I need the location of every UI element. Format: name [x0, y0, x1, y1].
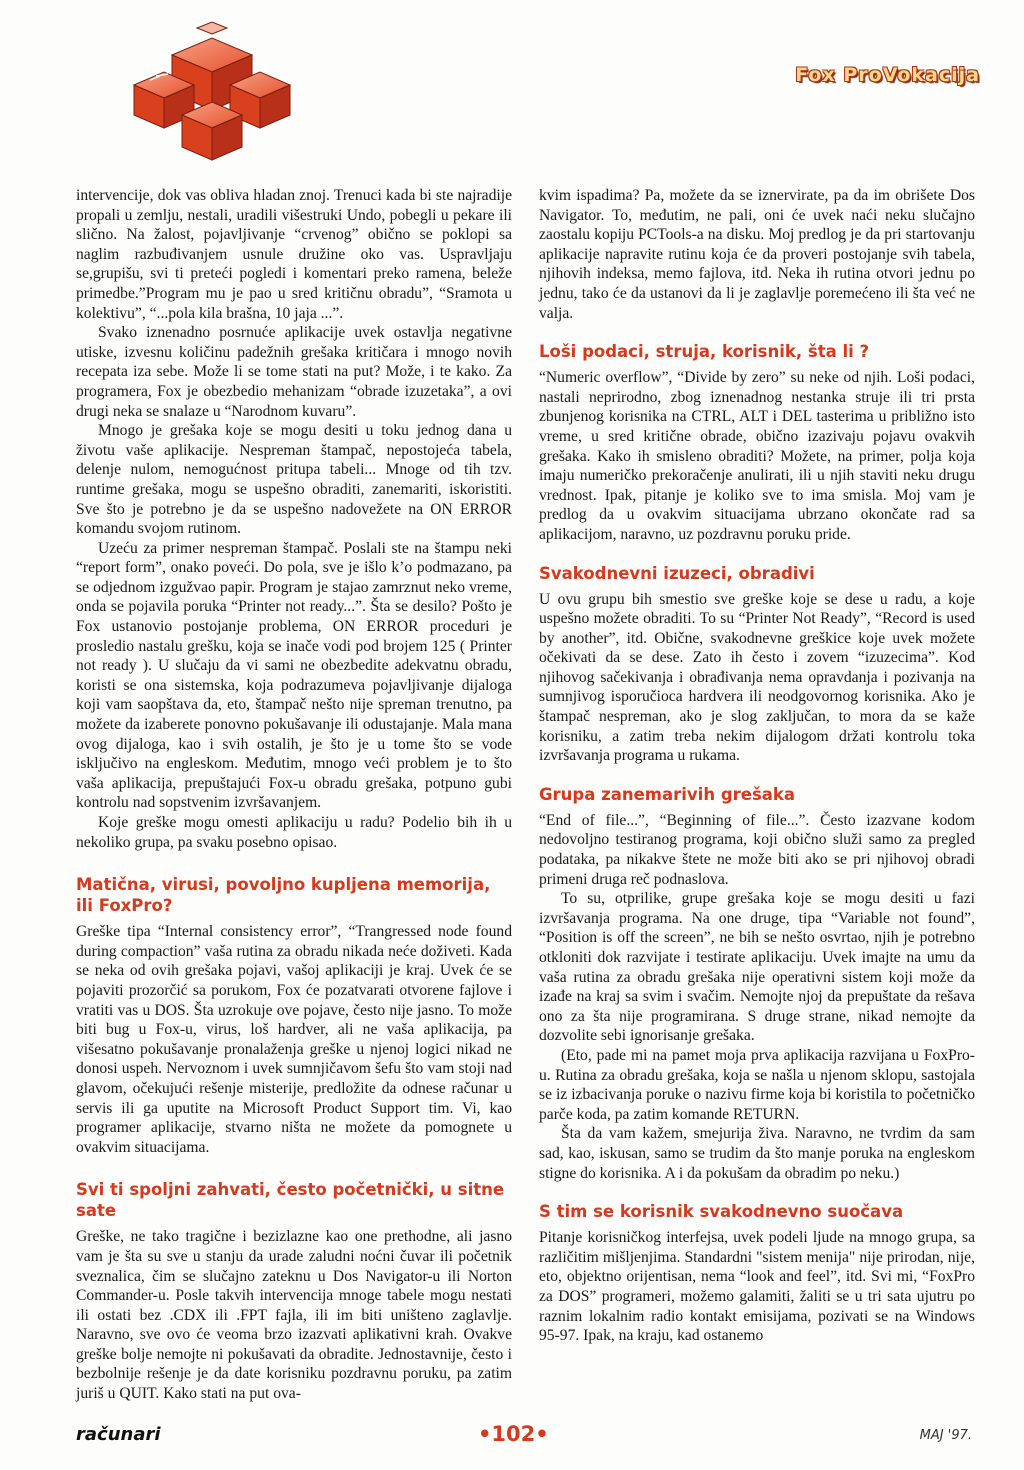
paragraph: To su, otprilike, grupe grešaka koje se mogu desiti u fazi izvršavanja programa. Na one druge, tipa “Variable not found”, “Position is off the screen”, ne bih se nešto osvrtao, njih je potrebno otkloniti dok razvijate i testirate aplikaciju. Uvek imajte na umu da vaša rutina za obradu grešaka nije operativni sistem koji može da izađe na kraj sa svim i svačim. Nemojte njoj da prepuštate da rešava ono za šta nije programirana. S druge strane, nikad nemojte da dozvolite sebi ignorisanje grešaka.: [539, 890, 975, 1045]
paragraph: Greške, ne tako tragične i bezizlazne kao one prethodne, ali jasno vam je šta su sve u stanju da urade zaludni noćni čuvar ili početnik sveznalica, čim se slučajno zateknu u Dos Navigator-u ili Norton Commander-u. Posle takvih intervencija mnoge tabele mogu nestati ili ostati bez .CDX ili .FPT fajla, ili im biti uništeno zaglavlje. Naravno, sve ovo će veoma brzo izazvati aplikativni krah. Ovakve greške bolje nemojte ni pokušavati da obradite. Jednostavnije, često i bezbolnije rešenje je da date korisniku pozdravnu poruku, pa zatim juriš u QUIT. Kako stati na put ova-: [76, 1228, 512, 1403]
paragraph: Mnogo je grešaka koje se mogu desiti u toku jednog dana u životu vaše aplikacije. Nespreman štampač, nepostojeća tabela, delenje nulom, nemogućnost pritupa tabeli... Mnoge od tih tzv. runtime grešaka, mogu se uspešno obraditi, zanemariti, iskoristiti. Sve što je potrebno je da se uspešno nadovežete na ON ERROR komandu svojom rutinom.: [76, 422, 512, 538]
section-heading: Grupa zanemarivih grešaka: [539, 784, 796, 804]
paragraph: Uzeću za primer nespreman štampač. Poslali ste na štampu neki “report form”, onako poveći. Do pola, sve je išlo k’o podmazano, pa se odjednom izgužvao papir. Program je stajao zamrznut neko vreme, onda se pojavila poruka “Printer not ready...”. Šta se desilo? Pošto je Fox ustanovio postojanje problema, ON ERROR proceduri je prosledio nastalu grešku, koja se inače vodi pod brojem 125 ( Printer not ready ). U slučaju da vi sami ne obezbedite adekvatnu obradu, koristi se ona sistemska, koja podrazumeva pojavljivanje dijaloga koji vam saopštava da, eto, štampač nešto nije spreman trenutno, pa možete da izaberete ponovno pokušavanje ili odustajanje. Mala mana ovog dijaloga, kao i svih ostalih, je što je u tome što se vode isključivo na engleskom. Međutim, mnogo veći problem je to što vaša aplikacija, prepuštajući Fox-u obradu grešaka, potpuno gubi kontrolu nad sopstvenim izvršavanjem.: [76, 539, 512, 812]
paragraph: Šta da vam kažem, smejurija živa. Naravno, ne tvrdim da sam sad, kao, iskusan, samo se trudim da što manje poruka na engleskom stigne do korisnika. A i da pokušam da obradim po neku.): [539, 1125, 975, 1182]
page-number: •102•: [478, 1422, 549, 1446]
section-tag: Fox ProVokacija: [795, 64, 980, 86]
paragraph: “End of file...”, “Beginning of file...”. Često izazvane kodom nedovoljno testiranog programa, koji obično služi samo za pregled podataka, pa nikakve štete ne može biti ako se pri njihovoj obradi primeni druga reč podnaslova.: [539, 811, 975, 888]
paragraph: “Numeric overflow”, “Divide by zero” su neke od njih. Loši podaci, nastali neprirodno, zbog iznenadnog nestanka struje ili tri prsta zbunjenog korisnika na CTRL, ALT i DEL tasterima u približno isto vreme, u sred kritične obrade, obično izazivaju pojavu ovakvih grešaka. Kako ih smisleno obraditi? Možete, na primer, polja koja imaju numeričko prekoračenje anulirati, ili u njih staviti neku drugu vrednost. Ipak, pitanje je koliko sve to ima smisla. Moj vam je predlog da u ovakvim situacijama ubrzano okončate rad sa aplikacijom, naravno, uz pozdravnu poruku pride.: [539, 369, 975, 543]
cube-stack-logo-icon: [112, 10, 312, 170]
paragraph: Pitanje korisničkog interfejsa, uvek podeli ljude na mnogo grupa, sa različitim mišljenjima. Standardni "sistem menija" nije prirodan, nije, eto, objektno orijentisan, nema “look and feel”, itd. Svi mi, “FoxPro za DOS” programeri, možemo galamiti, žaliti se u tri sata ujutru po raznim lokalnim radio kontakt emisijama, pozivati se na Windows 95-97. Ipak, na kraju, kad ostanemo: [539, 1229, 975, 1345]
section-heading: Matična, virusi, povoljno kupljena memorija, ili FoxPro?: [76, 875, 491, 916]
section-heading: Svi ti spoljni zahvati, često početnički, u sitne sate: [76, 1180, 505, 1221]
section-heading: Loši podaci, struja, korisnik, šta li ?: [539, 342, 870, 362]
paragraph: intervencije, dok vas obliva hladan znoj. Trenuci kada bi ste najradije propali u zemlju, nestali, uradili višestruki Undo, pobegli u pekare ili slično. Na žalost, pojavljivanje “crvenog” obično se poklopi sa naglim razbuđivanjem usnule družine oko vas. Uspravljaju se,grupišu, svi ti preteći pogledi i komentari preko ramena, beleže primedbe.”Program mu je pao u sred kritičnu obradu”, “Sramota u kolektivu”, “...pola kila brašna, 10 jaja ...”.: [76, 187, 512, 322]
magazine-name: računari: [76, 1424, 161, 1445]
paragraph: U ovu grupu bih smestio sve greške koje se dese u radu, a koje uspešno možete obraditi. To su “Printer Not Ready”, “Record is used by another”, itd. Obične, svakodnevne greškice koje uvek možete očekivati da se dese. Zato ih često i zovem “izuzecima”. Kod njihovog sačekivanja i obrađivanja nema opravdanja i pozivanja na sumnjivog isporučioca hardvera ili neodgovornog korisnika. Ako je štampač nespreman, ako je slog zaključan, to mora da se kaže korisniku, a zatim treba nekim dijalogom držati kontrolu toka izvršavanja programa u rukama.: [539, 590, 975, 765]
left-text-column: [76, 186, 512, 1404]
paragraph: kvim ispadima? Pa, možete da se iznervirate, pa da im obrišete Dos Navigator. To, međutim, ne pali, oni će uvek naći neku slučajno zaostalu kopiju PCTools-a na disku. Moj predlog je da pri startovanju aplikacije napravite rutinu koja će da proveri postojanje svih tabela, njihovih indeksa, memo fajlova, itd. Neka ih rutina otvori jednu po jednu, tako će da ustanovi da li je zaglavlje poremećeno ili šta već ne valja.: [539, 187, 975, 322]
section-heading: Svakodnevni izuzeci, obradivi: [539, 563, 815, 583]
issue-date: MAJ '97.: [919, 1428, 972, 1443]
section-heading: S tim se korisnik svakodnevno suočava: [539, 1202, 904, 1222]
right-text-column: [539, 186, 975, 1346]
paragraph: Koje greške mogu omesti aplikaciju u radu? Podelio bih ih u nekoliko grupa, pa svaku posebno opisao.: [76, 814, 512, 851]
paragraph: Svako iznenadno posrnuće aplikacije uvek ostavlja negativne utiske, izvesnu količinu padežnih grešaka kritičara i mnogo novih recepata iza sebe. Može li se tome stati na put? Može, i te kako. Za programera, Fox je obezbedio mehanizam “obrade izuzetaka”, a ovi drugi neka se snalaze u “Narodnom kuvaru”.: [76, 324, 512, 420]
paragraph: (Eto, pade mi na pamet moja prva aplikacija razvijana u FoxPro-u. Rutina za obradu grešaka, koja se našla u njenom sklopu, sastojala se iz izbacivanja poruke o nazivu firme koja bi koristila to početničko parče koda, pa zatim komande RETURN.: [539, 1046, 975, 1123]
paragraph: Greške tipa “Internal consistency error”, “Trangressed node found during compaction” vaša rutina za obradu nikada neće doživeti. Kada se neka od ovih grešaka pojavi, vašoj aplikaciji je kraj. Uvek će se pojaviti prozorčić sa porukom, Fox će pozatvarati otvorene fajlove i vratiti vas u DOS. Šta uzrokuje ove pojave, često nije jasno. To može biti bug u Fox-u, virus, loš hardver, ali ne vaša aplikacija, pa višesatno pokušavanje pronalaženja greške u njenoj logici nikad ne donosi uspeh. Nervoznom i uvek sumnjičavom šefu što vam stoji nad glavom, očekujući rešenje misterije, predložite da odnese računar u servis ili ga uputite na Microsoft Product Support tim. Vi, kao programer aplikacije, stvarno ništa ne možete da pomognete u ovakvim situacijama.: [76, 923, 512, 1156]
